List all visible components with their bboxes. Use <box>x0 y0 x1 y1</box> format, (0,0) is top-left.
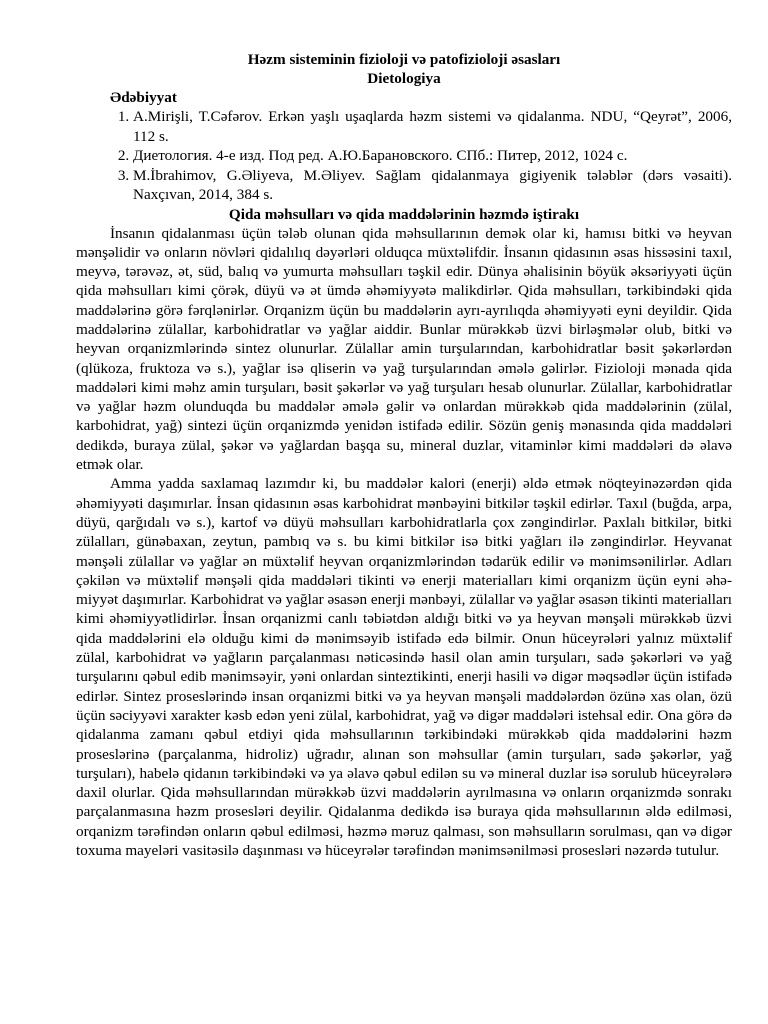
reference-item: 2. Диетология. 4-е изд. Под ред. А.Ю.Барановского. СПб.: Питер, 2012, 1024 с. <box>133 146 732 166</box>
document-subtitle: Dietologiya <box>367 70 441 87</box>
reference-item: 1. A.Mirişli, T.Cəfərov. Erkən yaşlı uşaqlarda həzm sistemi və qidalanma. NDU, “Qeyrət”, 2006, 112 s. <box>133 107 732 146</box>
document-page <box>76 50 732 860</box>
body-paragraph: Amma yadda saxlamaq lazımdır ki, bu maddələr kalori (enerji) əldə etmək nöqteyinəzərdən qida əhəmiyyəti daşımırlar. İnsan qidasının əsas karbohidrat mənbəyini bitkilər təşkil edirlər. Taxıl (buğda, arpa, düyü, qarğıdalı və s.), kartof və düyü məhsulları karbohidratlarla çox zəngindirlər. Paxlalı bitkilər, bitki zülalları, günəbaxan, zeytun, pambıq və s. bu kimi bitkilər isə bitki yağları ilə zəngindirlər. Heyvanat mənşəli zülallar və yağlar ən müxtəlif heyvan orqanizmlərindən tədarük edilir və mənimsənilirlər. Adları çəkilən və müxtəlif mənşəli qida maddələri tikinti və enerji materialları kimi orqanizm üçün eyni əhəmiyyət daşımırlar. Karbohidrat və yağlar əsasən enerji mənbəyi, zülallar və yağlar əsasən tikinti materialları kimi əhəmiyyətlidirlər. İnsan orqanizmi canlı təbiətdən aldığı bitki və ya heyvan mənşəli mürəkkəb üzvi qida maddələrini elə olduğu kimi də mənimsəyib istifadə edə bilmir. Onun hüceyrələri yalnız müxtəlif zülal, karbohidrat və yağların parçalanması nəticəsində hasil olan amin turşuları, sadə şəkərləri və yağ turşularını qəbul edib mənimsəyir, yəni onlardan sinteztikinti, enerji hasili və digər məqsədlər üçün istifadə edirlər. Sintez proseslərində insan orqanizmi bitki və ya heyvan mənşəli maddələrdən özünə xas olan, özü üçün səciyyəvi xarakter kəsb edən yeni zülal, karbohidrat, yağ və digər maddələri istehsal edir. Ona görə də qidalanma zamanı qəbul etdiyi qida məhsullarının tərkibindəki mürəkkəb qida maddələrini həzm proseslərinə (parçalanma, hidroliz) uğradır, alınan son məhsullar (amin turşuları, sadə şəkərlər, yağ turşuları), habelə qidanın tərkibindəki və ya əlavə qəbul edilən su və mineral duzlar isə sorulub hüceyrələrə daxil olurlar. Qida məhsullarından mürəkkəb üzvi maddələrin ayrılmasına və onların orqanizmdə sonrakı parçalanmasına həzm prosesləri deyilir. Qidalanma dedikdə isə buraya qida məhsullarının əldə edilməsi, orqanizm tərəfindən onların qəbul edilməsi, həzmə məruz qalması, son məhsulların sorulması, qan və digər toxuma mayeləri vasitəsilə daşınması və hüceyrələr tərəfindən mənimsənilməsi prosesləri nəzərdə tutulur. <box>76 475 732 859</box>
section-title: Qida məhsulları və qida maddələrinin həzmdə iştirakı <box>228 205 580 223</box>
body-paragraph: İnsanın qidalanması üçün tələb olunan qida məhsullarının demək olar ki, hamısı bitki və heyvan mənşəlidir və onların növləri qidalılıq dəyərləri olduqca müxtəlifdir. İnsanın qidasının əsas hissəsini taxıl, meyvə, tərəvəz, ət, süd, balıq və yumurta məhsulları təşkil edir. Dünya əhalisinin böyük əksəriyyəti üçün qida məhsulları kimi çörək, düyü və ət ümdə əhəmiyyətə malikdirlər. Qida məhsulları, tərkibindəki qida maddələrinə görə fərqlənirlər. Orqanizm üçün bu maddələrin ayrı-ayrılıqda əhəmiyyəti eyni deyildir. Qida maddələrinə zülallar, karbohidratlar və yağlar aiddir. Bunlar mürəkkəb üzvi birləşmələr olub, bitki və heyvan orqanizmlərində sintez olunurlar. Zülallar amin turşularından, karbohidratlar bəsit şəkərlərdən (qlükoza, fruktoza və s.), yağlar isə qliserin və yağ turşularından əmələ gəlirlər. Fizioloji mənada qida maddələri kimi məhz amin turşuları, bəsit şəkərlər və yağ turşuları hesab olunurlar. Zülallar, karbohidratlar və yağlar həzm olunduqda bu maddələr əmələ gəlir və onlardan mürəkkəb qida maddələrinin (zülal, karbohidrat, yağ) sintezi üçün orqanizmdə yenidən istifadə edilir. Sözün geniş mənasında qida maddələri dedikdə, buraya zülal, şəkər və yağlardan başqa su, mineral duzlar, vitaminlər kimi maddələri də əlavə etmək olar. <box>76 224 732 474</box>
references-heading: Ədəbiyyat <box>110 89 177 106</box>
reference-item: 3. M.İbrahimov, G.Əliyeva, M.Əliyev. Sağlam qidalanmaya gigiyenik tələblər (dərs vəsaiti). Naxçıvan, 2014, 384 s. <box>133 166 732 205</box>
document-title: Həzm sisteminin fizioloji və patofizioloji əsasları <box>247 51 561 68</box>
references-list <box>76 107 732 205</box>
